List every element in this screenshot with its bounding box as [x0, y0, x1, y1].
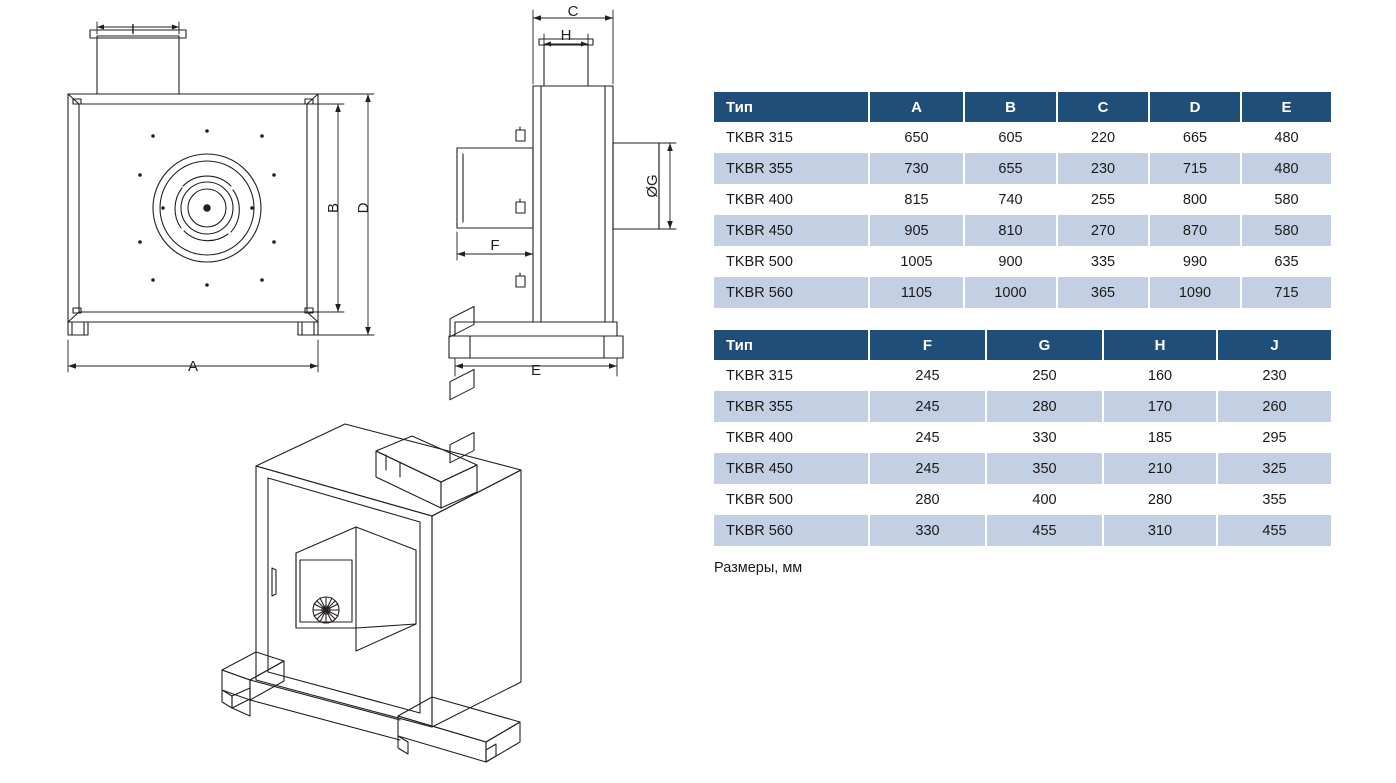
col-header-h: H	[1103, 330, 1217, 360]
front-view	[68, 22, 374, 372]
cell-j: 355	[1217, 484, 1331, 515]
cell-e: 635	[1241, 246, 1331, 277]
cell-f: 245	[869, 453, 986, 484]
cell-h: 170	[1103, 391, 1217, 422]
cell-d: 870	[1149, 215, 1241, 246]
cell-j: 230	[1217, 360, 1331, 391]
cell-g: 250	[986, 360, 1103, 391]
table-row	[714, 453, 1331, 484]
cell-b: 655	[964, 153, 1057, 184]
cell-type: TKBR 500	[714, 484, 869, 515]
col-header-d: D	[1149, 92, 1241, 122]
cell-j: 325	[1217, 453, 1331, 484]
col-header-c: C	[1057, 92, 1149, 122]
table-spacer	[714, 308, 1334, 330]
table-row	[714, 122, 1331, 153]
side-view	[449, 10, 676, 376]
col-header-type: Тип	[714, 330, 869, 360]
cell-f: 330	[869, 515, 986, 546]
label-I: I	[130, 21, 136, 38]
cell-d: 665	[1149, 122, 1241, 153]
cell-g: 280	[986, 391, 1103, 422]
cell-b: 1000	[964, 277, 1057, 308]
cell-type: TKBR 355	[714, 153, 869, 184]
table-dimensions-a-e	[714, 92, 1331, 308]
cell-h: 310	[1103, 515, 1217, 546]
cell-type: TKBR 450	[714, 215, 869, 246]
cell-b: 810	[964, 215, 1057, 246]
table-header-row	[714, 92, 1331, 122]
cell-d: 990	[1149, 246, 1241, 277]
cell-e: 480	[1241, 122, 1331, 153]
cell-h: 210	[1103, 453, 1217, 484]
cell-h: 185	[1103, 422, 1217, 453]
cell-a: 1105	[869, 277, 964, 308]
cell-f: 245	[869, 391, 986, 422]
table-row	[714, 184, 1331, 215]
cell-a: 1005	[869, 246, 964, 277]
cell-d: 1090	[1149, 277, 1241, 308]
col-header-type: Тип	[714, 92, 869, 122]
cell-b: 900	[964, 246, 1057, 277]
cell-c: 270	[1057, 215, 1149, 246]
cell-j: 295	[1217, 422, 1331, 453]
table-row	[714, 484, 1331, 515]
label-B: B	[325, 202, 342, 214]
cell-j: 455	[1217, 515, 1331, 546]
cell-g: 455	[986, 515, 1103, 546]
cell-type: TKBR 560	[714, 515, 869, 546]
col-header-j: J	[1217, 330, 1331, 360]
table-dimensions-f-j	[714, 330, 1331, 546]
label-E: E	[530, 362, 542, 379]
table-row	[714, 515, 1331, 546]
cell-a: 650	[869, 122, 964, 153]
table-row	[714, 360, 1331, 391]
cell-f: 280	[869, 484, 986, 515]
cell-a: 730	[869, 153, 964, 184]
cell-f: 245	[869, 422, 986, 453]
cell-a: 905	[869, 215, 964, 246]
col-header-b: B	[964, 92, 1057, 122]
label-H: H	[560, 27, 572, 44]
table-row	[714, 277, 1331, 308]
label-C: C	[567, 3, 579, 20]
cell-type: TKBR 315	[714, 122, 869, 153]
units-caption: Размеры, мм	[714, 560, 803, 576]
cell-b: 740	[964, 184, 1057, 215]
cell-e: 480	[1241, 153, 1331, 184]
cell-type: TKBR 315	[714, 360, 869, 391]
table-row	[714, 391, 1331, 422]
cell-c: 220	[1057, 122, 1149, 153]
cell-type: TKBR 400	[714, 184, 869, 215]
col-header-f: F	[869, 330, 986, 360]
cell-j: 260	[1217, 391, 1331, 422]
table-header-row	[714, 330, 1331, 360]
table-row	[714, 422, 1331, 453]
cell-f: 245	[869, 360, 986, 391]
cell-c: 230	[1057, 153, 1149, 184]
cell-e: 580	[1241, 184, 1331, 215]
cell-c: 365	[1057, 277, 1149, 308]
cell-d: 715	[1149, 153, 1241, 184]
cell-g: 330	[986, 422, 1103, 453]
cell-e: 715	[1241, 277, 1331, 308]
cell-c: 335	[1057, 246, 1149, 277]
label-F: F	[490, 237, 500, 254]
cell-type: TKBR 560	[714, 277, 869, 308]
isometric-view	[222, 306, 521, 762]
cell-e: 580	[1241, 215, 1331, 246]
cell-b: 605	[964, 122, 1057, 153]
cell-g: 400	[986, 484, 1103, 515]
col-header-g: G	[986, 330, 1103, 360]
table-row	[714, 153, 1331, 184]
cell-type: TKBR 500	[714, 246, 869, 277]
label-A: A	[187, 358, 199, 375]
cell-a: 815	[869, 184, 964, 215]
dimension-tables	[714, 92, 1334, 576]
cell-type: TKBR 400	[714, 422, 869, 453]
col-header-a: A	[869, 92, 964, 122]
cell-h: 280	[1103, 484, 1217, 515]
label-D: D	[355, 202, 372, 214]
table-row	[714, 215, 1331, 246]
cell-d: 800	[1149, 184, 1241, 215]
col-header-e: E	[1241, 92, 1331, 122]
cell-g: 350	[986, 453, 1103, 484]
label-G: ØG	[644, 174, 661, 198]
cell-h: 160	[1103, 360, 1217, 391]
cell-type: TKBR 355	[714, 391, 869, 422]
cell-type: TKBR 450	[714, 453, 869, 484]
cell-c: 255	[1057, 184, 1149, 215]
table-row	[714, 246, 1331, 277]
